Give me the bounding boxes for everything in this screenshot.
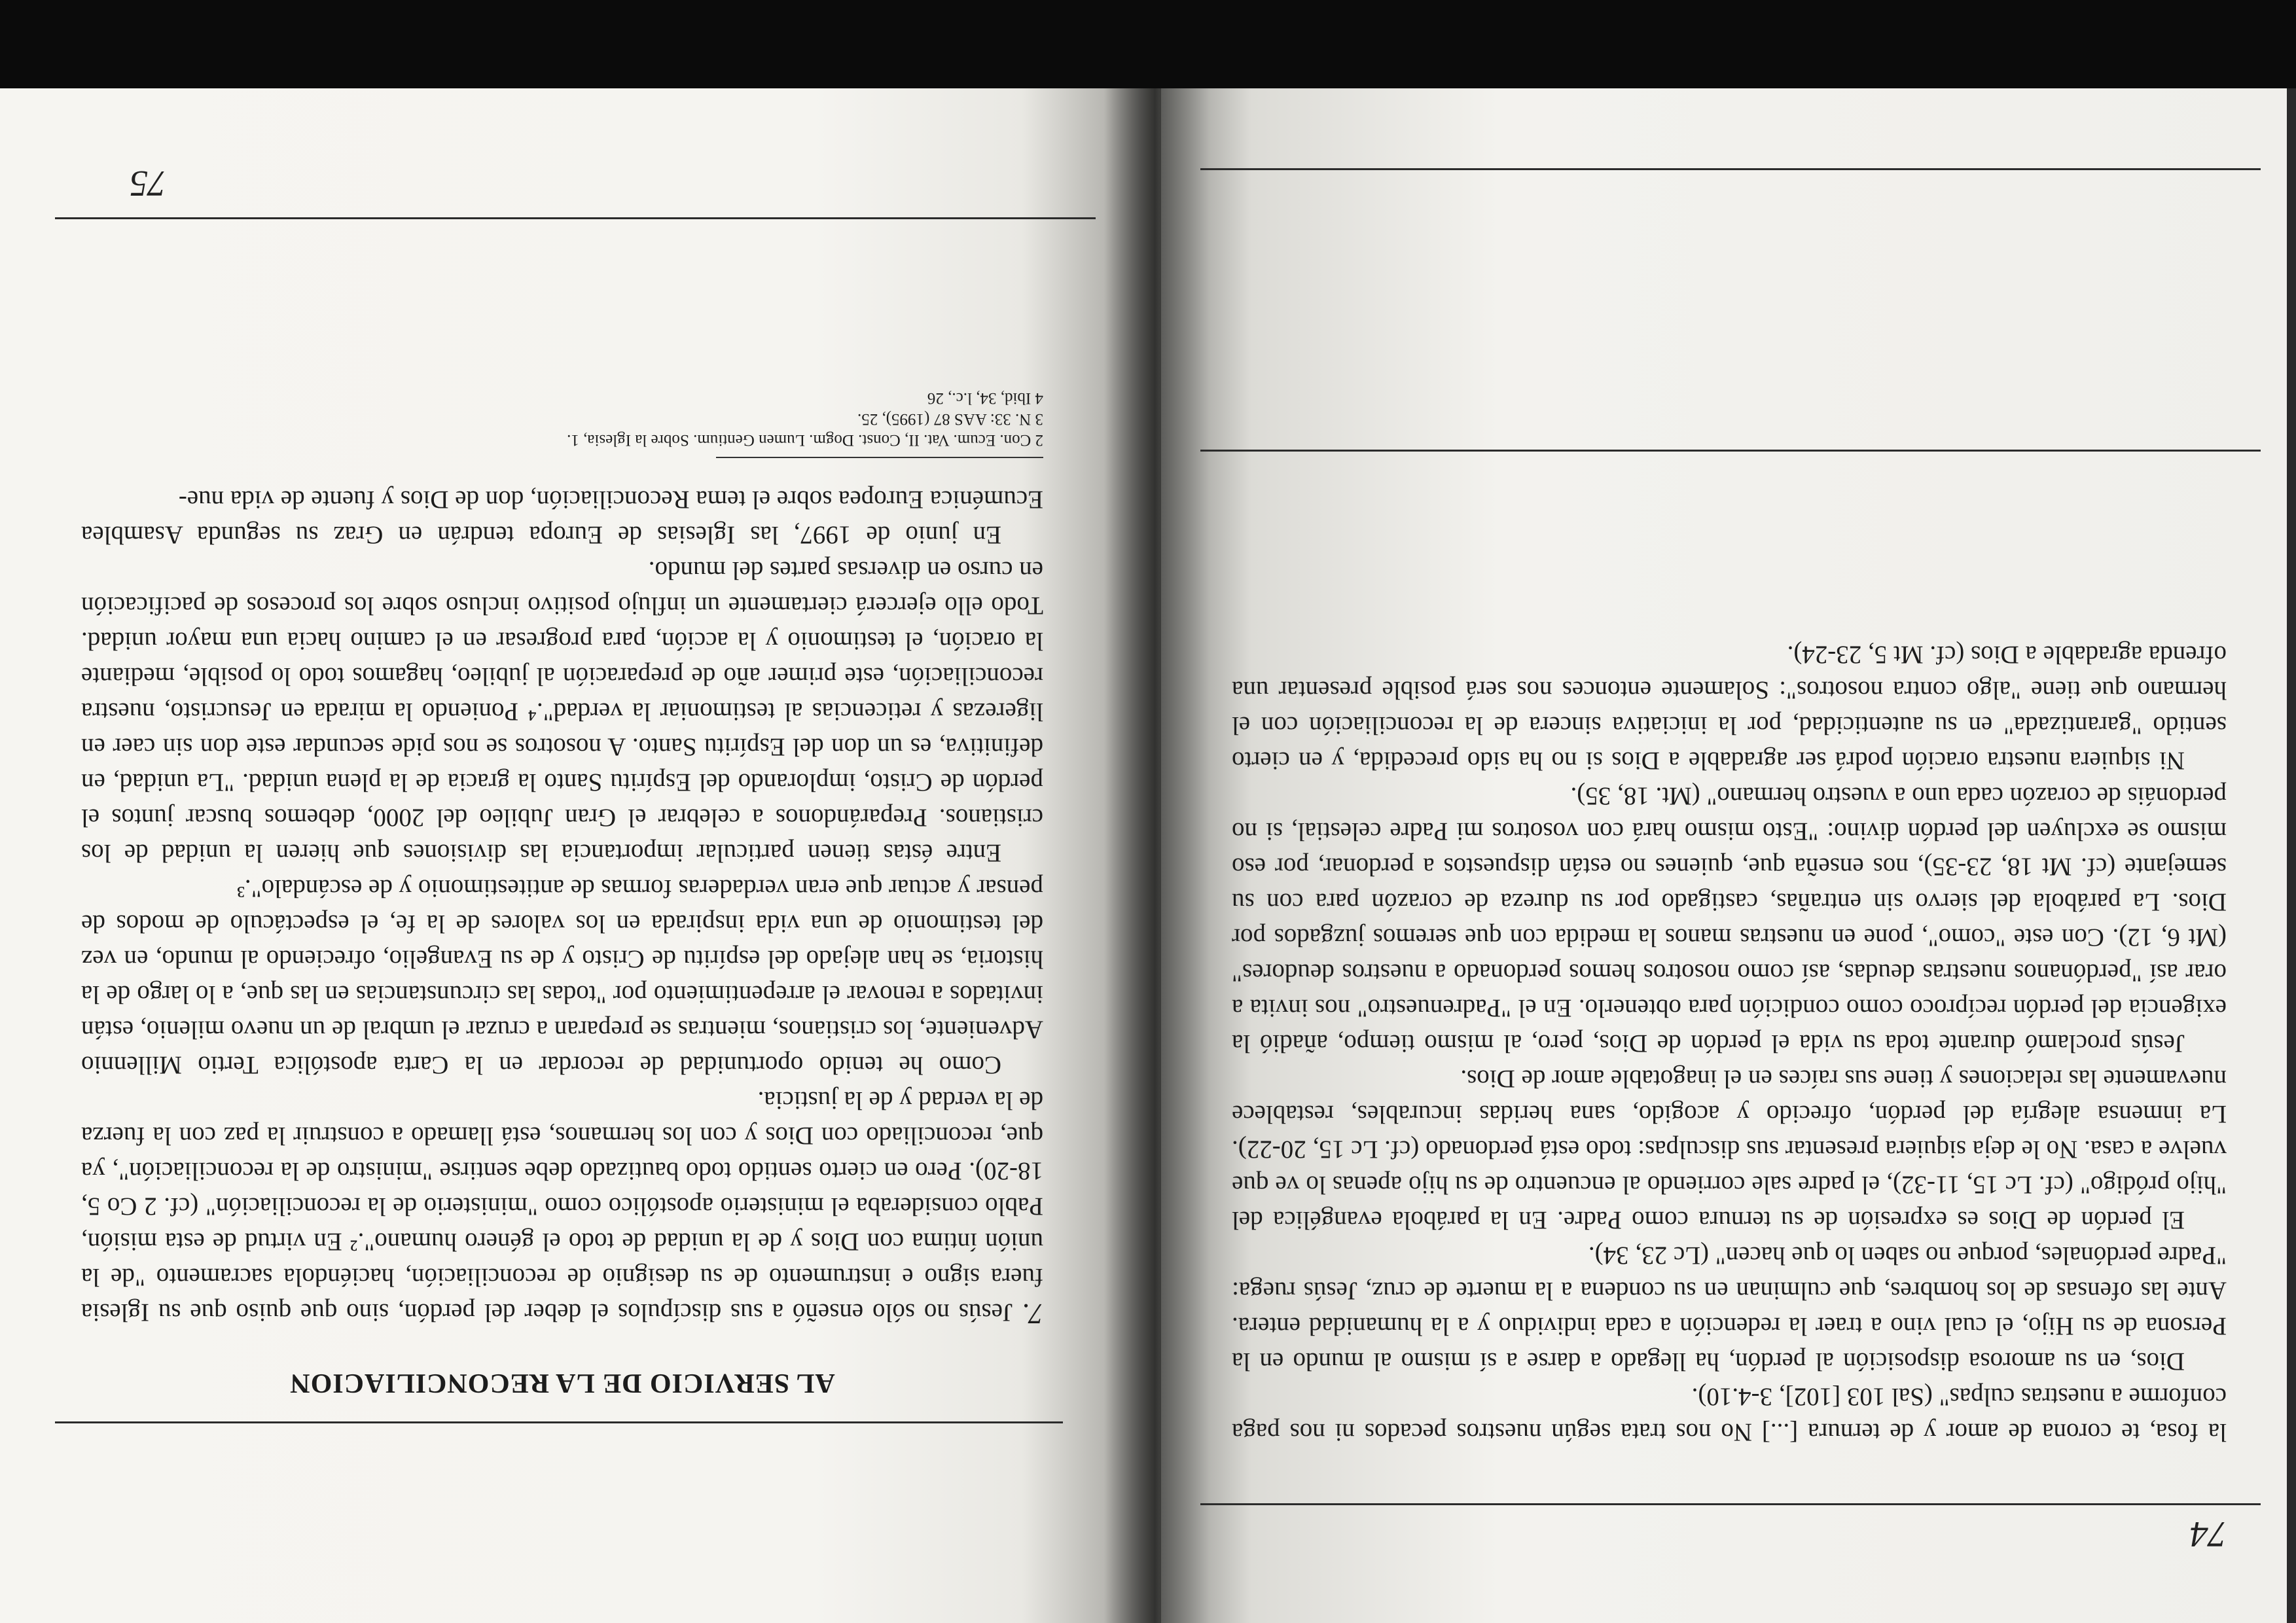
content-rule [1200,450,2261,452]
footnote-rule [716,457,1043,458]
paragraph: Dios, en su amorosa disposición al perdón, ha llegado a darse a sí mismo al mundo en la Persona de su Hijo, el cual vino a traer la redención a cada individuo y a la humanidad entera. Ante las ofensas de los hombres, que culminan en su condena a la muerte de cruz, Jesús ruega: "Padre perdónales, porque no saben lo que hacen" (Lc 23, 34). [1232,1241,2227,1376]
header-rule [55,1421,1063,1423]
section-number: 7. [1022,1298,1043,1330]
scanner-bed [0,0,2296,88]
paragraph: Ni siquiera nuestra oración podrá ser agradable a Dios si no ha sido precedida, y en cierto sentido "garantizada" en su autenticidad, por la iniciativa sincera de la reconciliación con el hermano que tiene "algo contra nosotros": Solamente entonces nos será posible presentar una ofrenda agradable a Dios (cf. Mt 5, 23-24). [1232,641,2227,775]
scanner-edge [2287,88,2296,1623]
footnote: 3 N. 33: AAS 87 (1995), 25. [857,410,1043,428]
footnote: 4 Ibid, 34, l.c., 26 [927,389,1043,407]
header-rule [1200,1503,2261,1505]
footnote: 2 Con. Ecum. Vat. II, Const. Dogm. Lumen Gentium. Sobre la Iglesia, 1. [567,431,1043,449]
page-number: 74 [2190,1514,2227,1554]
footnotes [81,387,1043,458]
paragraph: En junio de 1997, las Iglesias de Europa tendrán en Graz su segunda Asamblea Ecuménica Europea sobre el tema Reconciliación, don de Dios y fuente de vida nue- [81,486,1043,549]
footer-rule [55,217,1096,219]
paragraph: Entre éstas tienen particular importancia las divisiones que hieren la unidad de los cristianos. Preparándonos a celebrar el Gran Jubileo del 2000, debemos buscar juntos el perdón de Cristo, implorando del Espíritu Santo la gracia de la plena unidad. "La unidad, en definitiva, es un don del Espíritu Santo. A nosotros se nos pide secundar este don sin caer en ligerezas y reticencias al testimoniar la verdad".⁴ Poniendo la mirada en Jesucristo, nuestra reconciliación, este primer año de preparación al jubileo, hagamos todo lo posible, mediante la oración, el testimonio y la acción, para progresar en el camino hacia una mayor unidad. Todo ello ejercerá ciertamente un influjo positivo incluso sobre los procesos de pacificación en curso en diversas partes del mundo. [81,556,1043,867]
text-column [81,387,1043,1400]
page-number: 75 [130,163,166,204]
footer-rule [1200,168,2261,170]
paragraph: Jesús proclamó durante toda su vida el perdón de Dios, pero, al mismo tiempo, añadió la exigencia del perdón recíproco como condición para obtenerlo. En el "Padrenuestro" nos invita a orar así "perdónanos nuestras deudas, así como nosotros hemos perdonado a nuestros deudores" (Mt 6, 12). Con este "como", pone en nuestras manos la medida con que seremos juzgados por Dios. La parábola del siervo sin entrañas, castigado por su dureza de corazón para con su semejante (cf. Mt 18, 23-35), nos enseña que, quienes no están dispuestos a perdonar, por eso mismo se excluyen del perdón divino: "Esto mismo hará con vosotros mi Padre celestial, si no perdonáis de corazón cada uno a vuestro hermano" (Mt. 18, 35). [1232,782,2227,1058]
paragraph: 7. Jesús no sólo enseñó a sus discípulos el deber del perdón, sino que quiso que su Iglesia fuera signo e instrumento de su designio de reconciliación, haciéndola sacramento "de la unión íntima con Dios y de la unidad de todo el género humano".² En virtud de esta misión, Pablo consideraba el ministerio apostólico como "ministerio de la reconciliación" (cf. 2 Co 5, 18-20). Pero en cierto sentido todo bautizado debe sentirse "ministro de la reconciliación", ya que, reconciliado con Dios y con los hermanos, está llamado a construir la paz con la fuerza de la verdad y de la justicia. [81,1086,1043,1330]
text-column [1232,637,2227,1450]
page-75 [0,88,1161,1623]
page-74 [1161,88,2287,1623]
section-heading: AL SERVICIO DE LA RECONCILIACION [289,1368,835,1398]
paragraph: la fosa, te corona de amor y de ternura [...] No nos trata según nuestros pecados ni nos paga conforme a nuestras culpas" (Sal 103 [102], 3-4.10). [1232,1383,2227,1446]
paragraph: El perdón de Dios es expresión de su ternura como Padre. En la parábola evangélica del "hijo pródigo" (cf. Lc 15, 11-32), el padre sale corriendo al encuentro de su hijo apenas lo ve que vuelve a casa. No le deja siquiera presentar sus disculpas: todo está perdonado (cf. Lc 15, 20-22). La inmensa alegría del perdón, ofrecido y acogido, sana heridas incurables, restablece nuevamente las relaciones y tiene sus raíces en el inagotable amor de Dios. [1232,1065,2227,1234]
paragraph: Como he tenido oportunidad de recordar en la Carta apostólica Tertio Millennio Adveniente, los cristianos, mientras se preparan a cruzar el umbral de un nuevo milenio, están invitados a renovar el arrepentimiento por "todas las circunstancias en las que, a lo largo de la historia, se han alejado del espíritu de Cristo y de su Evangelio, ofreciendo al mundo, en vez del testimonio de una vida inspirada en los valores de la fe, el espectáculo de modos de pensar y actuar que eran verdaderas formas de antitestimonio y de escándalo".³ [81,874,1043,1079]
